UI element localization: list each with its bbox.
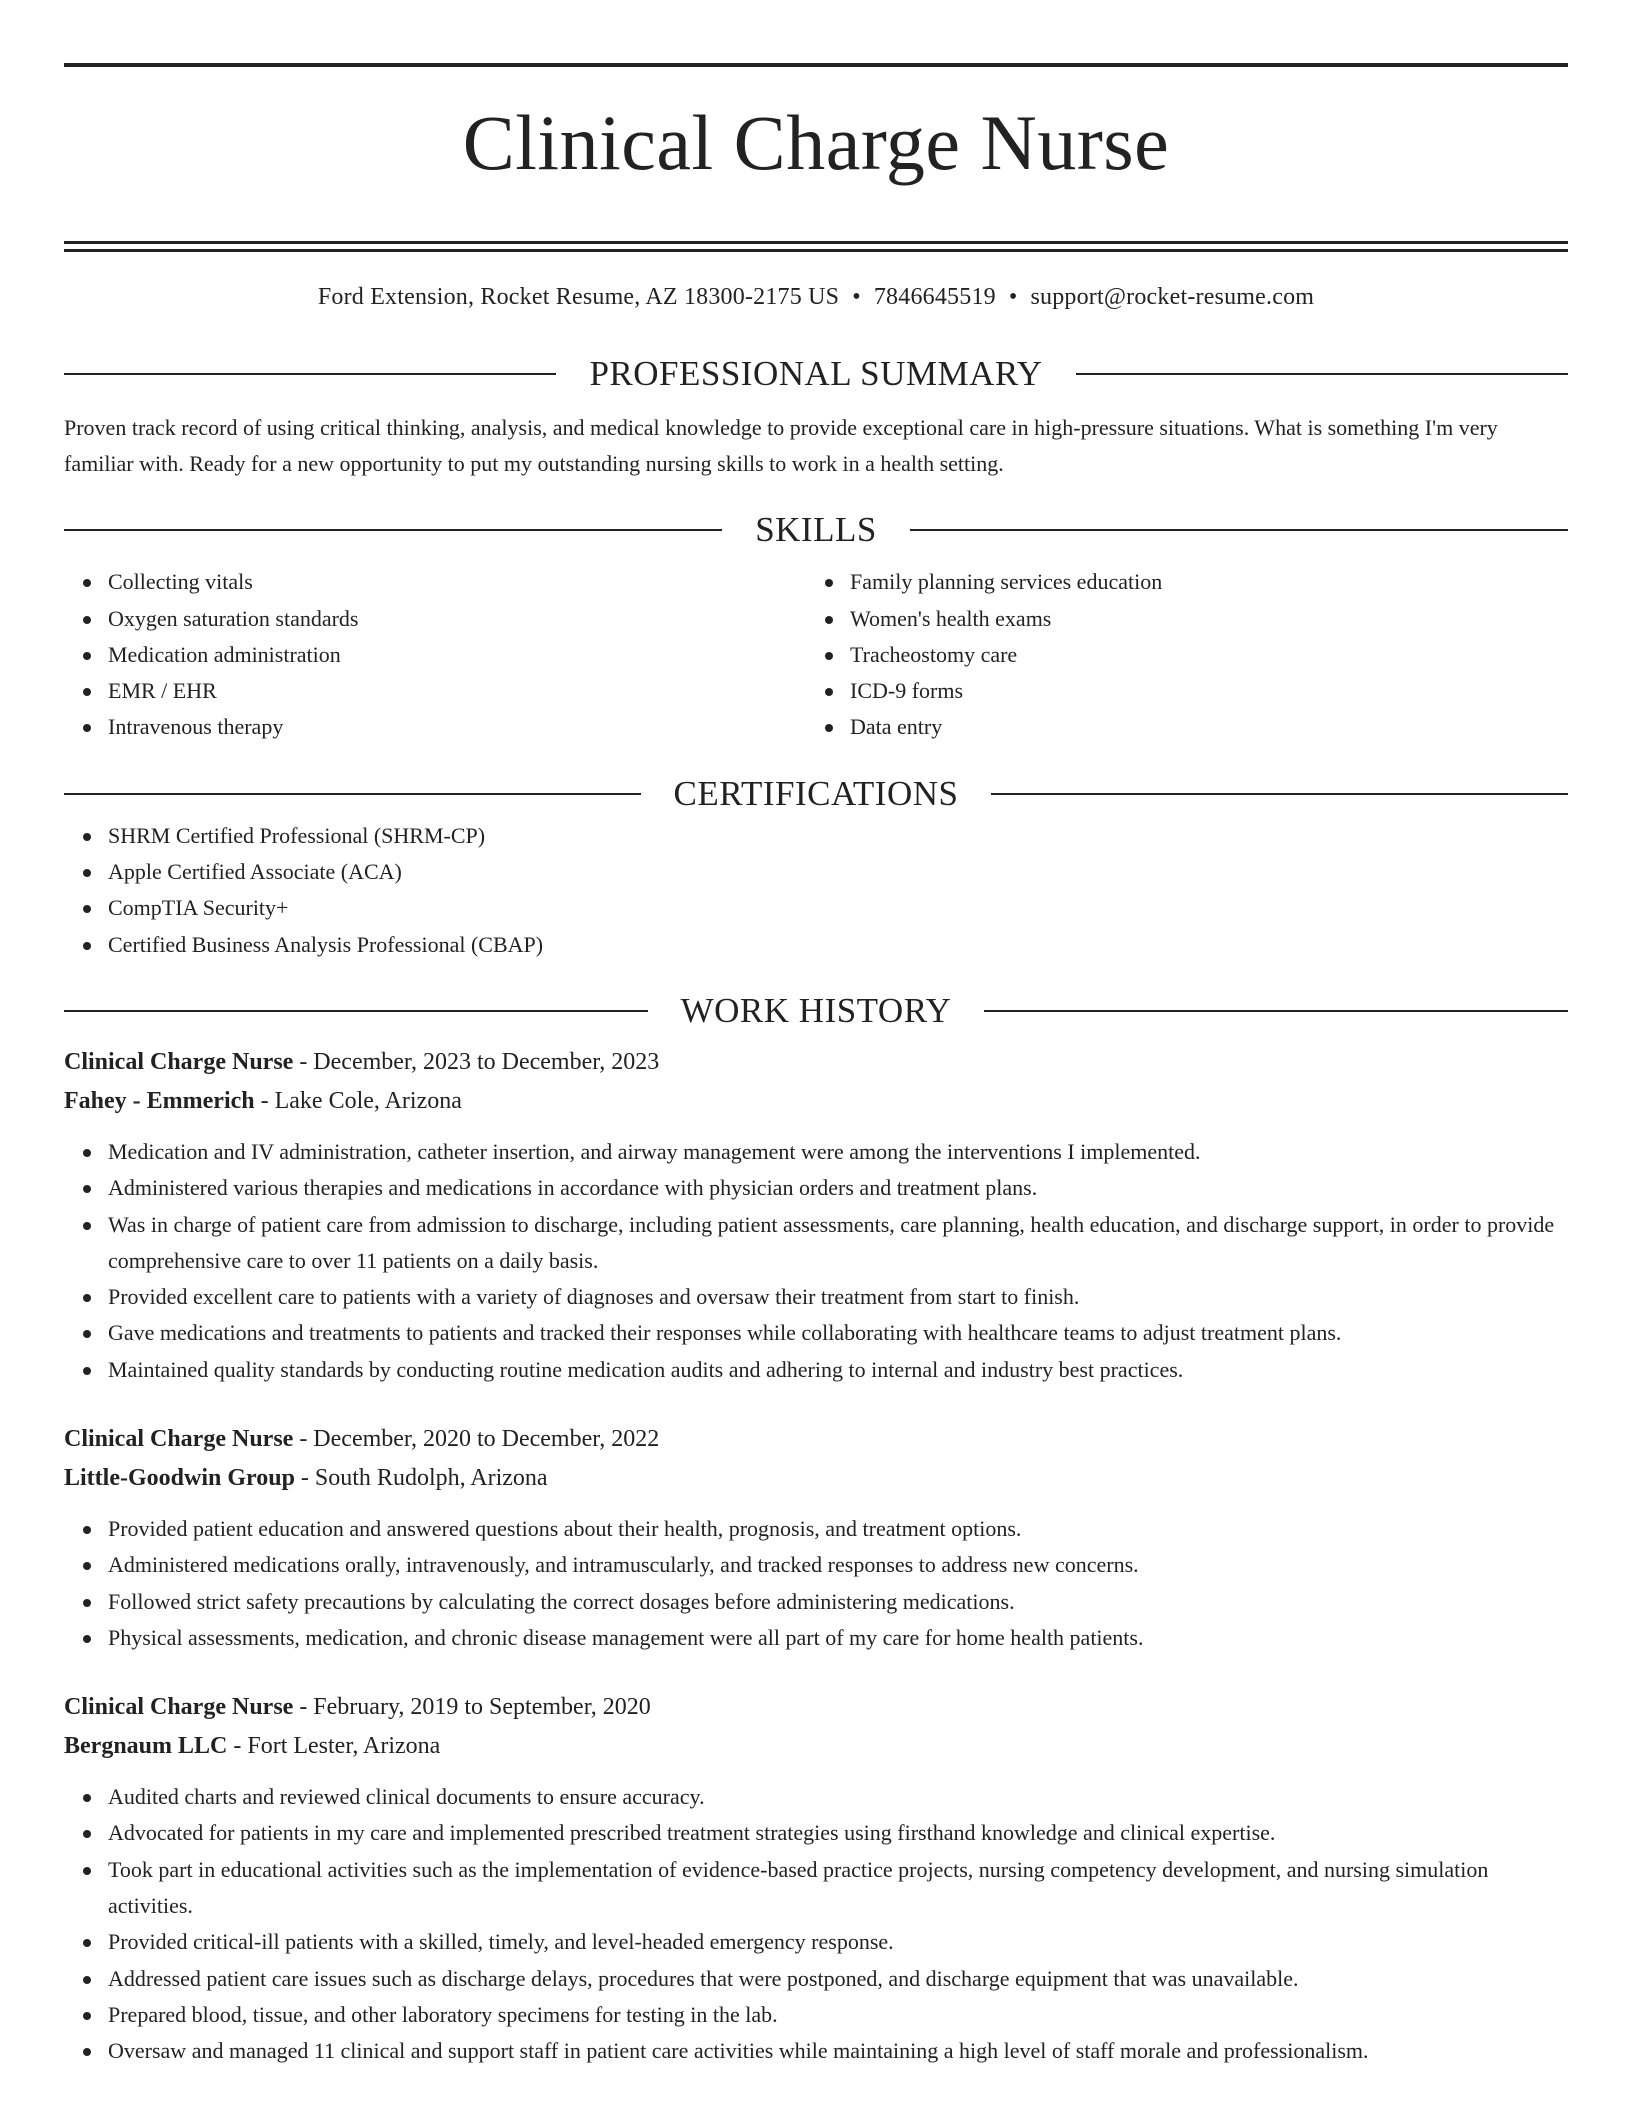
job-bullet: Administered various therapies and medications in accordance with physician orders and treatment plans.: [108, 1170, 1568, 1206]
job-bullet: Oversaw and managed 11 clinical and support staff in patient care activities while maintaining a high level of staff morale and professionalism.: [108, 2033, 1568, 2069]
certification-item: Certified Business Analysis Professional (CBAP): [108, 927, 1568, 963]
job-company: Fahey - Emmerich: [64, 1087, 255, 1114]
summary-text: Proven track record of using critical thinking, analysis, and medical knowledge to provide exceptional care in high-pressure situations. What is something I'm very familiar with. Ready for a new opportunity to put my outstanding nursing skills to work in a health setting.: [64, 415, 1498, 477]
job-dates: - December, 2023 to December, 2023: [293, 1048, 660, 1075]
skill-item: Tracheostomy care: [850, 637, 1548, 673]
job-bullet: Prepared blood, tissue, and other laboratory specimens for testing in the lab.: [108, 1997, 1568, 2033]
job-company-line: [64, 1459, 1568, 1498]
job-bullet: Administered medications orally, intravenously, and intramuscularly, and tracked responses to address new concerns.: [108, 1547, 1568, 1583]
skill-item: Women's health exams: [850, 601, 1548, 637]
job-entry: [64, 1688, 1568, 2069]
skill-item: Data entry: [850, 709, 1548, 745]
job-company-line: [64, 1082, 1568, 1121]
job-dates: - February, 2019 to September, 2020: [293, 1694, 651, 1721]
job-bullet: Physical assessments, medication, and chronic disease management were all part of my care for home health patients.: [108, 1620, 1568, 1656]
job-bullet: Maintained quality standards by conducting routine medication audits and adhering to internal and industry best practices.: [108, 1352, 1568, 1388]
certification-item: Apple Certified Associate (ACA): [108, 854, 1568, 890]
section-title: WORK HISTORY: [680, 990, 952, 1030]
job-company-line: [64, 1727, 1568, 1766]
double-rule: [64, 241, 1568, 252]
job-bullet: Followed strict safety precautions by calculating the correct dosages before administering medications.: [108, 1584, 1568, 1620]
job-location: - South Rudolph, Arizona: [294, 1465, 548, 1491]
skills-list-left: [64, 564, 806, 745]
skill-item: Medication administration: [108, 637, 806, 673]
certifications-list: [64, 818, 1568, 963]
job-location: - Fort Lester, Arizona: [227, 1733, 441, 1760]
skill-item: Oxygen saturation standards: [108, 601, 806, 637]
job-title: Clinical Charge Nurse: [64, 1694, 294, 1721]
contact-address: Ford Extension, Rocket Resume, AZ 18300-2175 US: [317, 284, 840, 311]
job-title: Clinical Charge Nurse: [64, 1048, 294, 1075]
contact-line: [64, 282, 1568, 312]
certification-item: SHRM Certified Professional (SHRM-CP): [108, 818, 1568, 854]
contact-email: support@rocket-resume.com: [1030, 284, 1315, 311]
skills-columns: [64, 564, 1568, 745]
job-title-line: [64, 1420, 1568, 1459]
job-bullet: Medication and IV administration, catheter insertion, and airway management were among the interventions I implemented.: [108, 1134, 1568, 1170]
job-bullet: Provided critical-ill patients with a skilled, timely, and level-headed emergency response.: [108, 1924, 1568, 1960]
job-bullets: [64, 1779, 1568, 2069]
job-title: Clinical Charge Nurse: [64, 1426, 294, 1452]
section-header-work-history: [64, 987, 1568, 1035]
job-bullet: Provided patient education and answered questions about their health, prognosis, and treatment options.: [108, 1511, 1568, 1547]
job-bullet: Gave medications and treatments to patients and tracked their responses while collaborating with healthcare teams to adjust treatment plans.: [108, 1315, 1568, 1351]
skills-list-right: [806, 564, 1548, 745]
certification-item: CompTIA Security+: [108, 890, 1568, 926]
section-header-skills: [64, 506, 1568, 554]
job-bullets: [64, 1511, 1568, 1656]
divider-line: [64, 373, 556, 375]
section-title: CERTIFICATIONS: [673, 773, 959, 813]
job-bullet: Addressed patient care issues such as discharge delays, procedures that were postponed, and discharge equipment that was unavailable.: [108, 1961, 1568, 1997]
divider-line: [910, 529, 1568, 531]
resume-name: Clinical Charge Nurse: [462, 99, 1170, 186]
job-entry: [64, 1043, 1568, 1388]
skill-item: EMR / EHR: [108, 673, 806, 709]
job-bullet: Audited charts and reviewed clinical documents to ensure accuracy.: [108, 1779, 1568, 1815]
divider-line: [64, 529, 722, 531]
job-title-line: [64, 1043, 1568, 1082]
job-location: - Lake Cole, Arizona: [254, 1087, 462, 1114]
job-entry: [64, 1420, 1568, 1656]
job-bullet: Advocated for patients in my care and implemented prescribed treatment strategies using firsthand knowledge and clinical expertise.: [108, 1815, 1568, 1851]
section-header-summary: [64, 350, 1568, 398]
job-bullet: Was in charge of patient care from admission to discharge, including patient assessments, care planning, health education, and discharge support, in order to provide comprehensive care to over 11 patients on a daily basis.: [108, 1207, 1568, 1280]
section-title: PROFESSIONAL SUMMARY: [589, 354, 1043, 394]
top-rule: [64, 63, 1568, 67]
section-title: SKILLS: [755, 510, 877, 550]
job-bullet: Took part in educational activities such as the implementation of evidence-based practice projects, nursing competency development, and nursing simulation activities.: [108, 1852, 1568, 1925]
section-header-certifications: [64, 770, 1568, 818]
resume-page: [64, 0, 1568, 2070]
divider-line: [64, 793, 641, 795]
skill-item: ICD-9 forms: [850, 673, 1548, 709]
contact-separator: •: [1008, 284, 1018, 311]
divider-line: [64, 1010, 648, 1012]
divider-line: [991, 793, 1568, 795]
job-company: Little-Goodwin Group: [64, 1465, 295, 1491]
divider-line: [1076, 373, 1568, 375]
job-bullets: [64, 1134, 1568, 1388]
job-bullet: Provided excellent care to patients with a variety of diagnoses and oversaw their treatment from start to finish.: [108, 1279, 1568, 1315]
skill-item: Family planning services education: [850, 564, 1548, 600]
job-title-line: [64, 1688, 1568, 1727]
divider-line: [984, 1010, 1568, 1012]
job-dates: - December, 2020 to December, 2022: [293, 1426, 660, 1452]
job-company: Bergnaum LLC: [64, 1733, 228, 1760]
skill-item: Collecting vitals: [108, 564, 806, 600]
contact-separator: •: [852, 284, 861, 311]
skill-item: Intravenous therapy: [108, 709, 806, 745]
contact-phone: 7846645519: [873, 284, 996, 311]
